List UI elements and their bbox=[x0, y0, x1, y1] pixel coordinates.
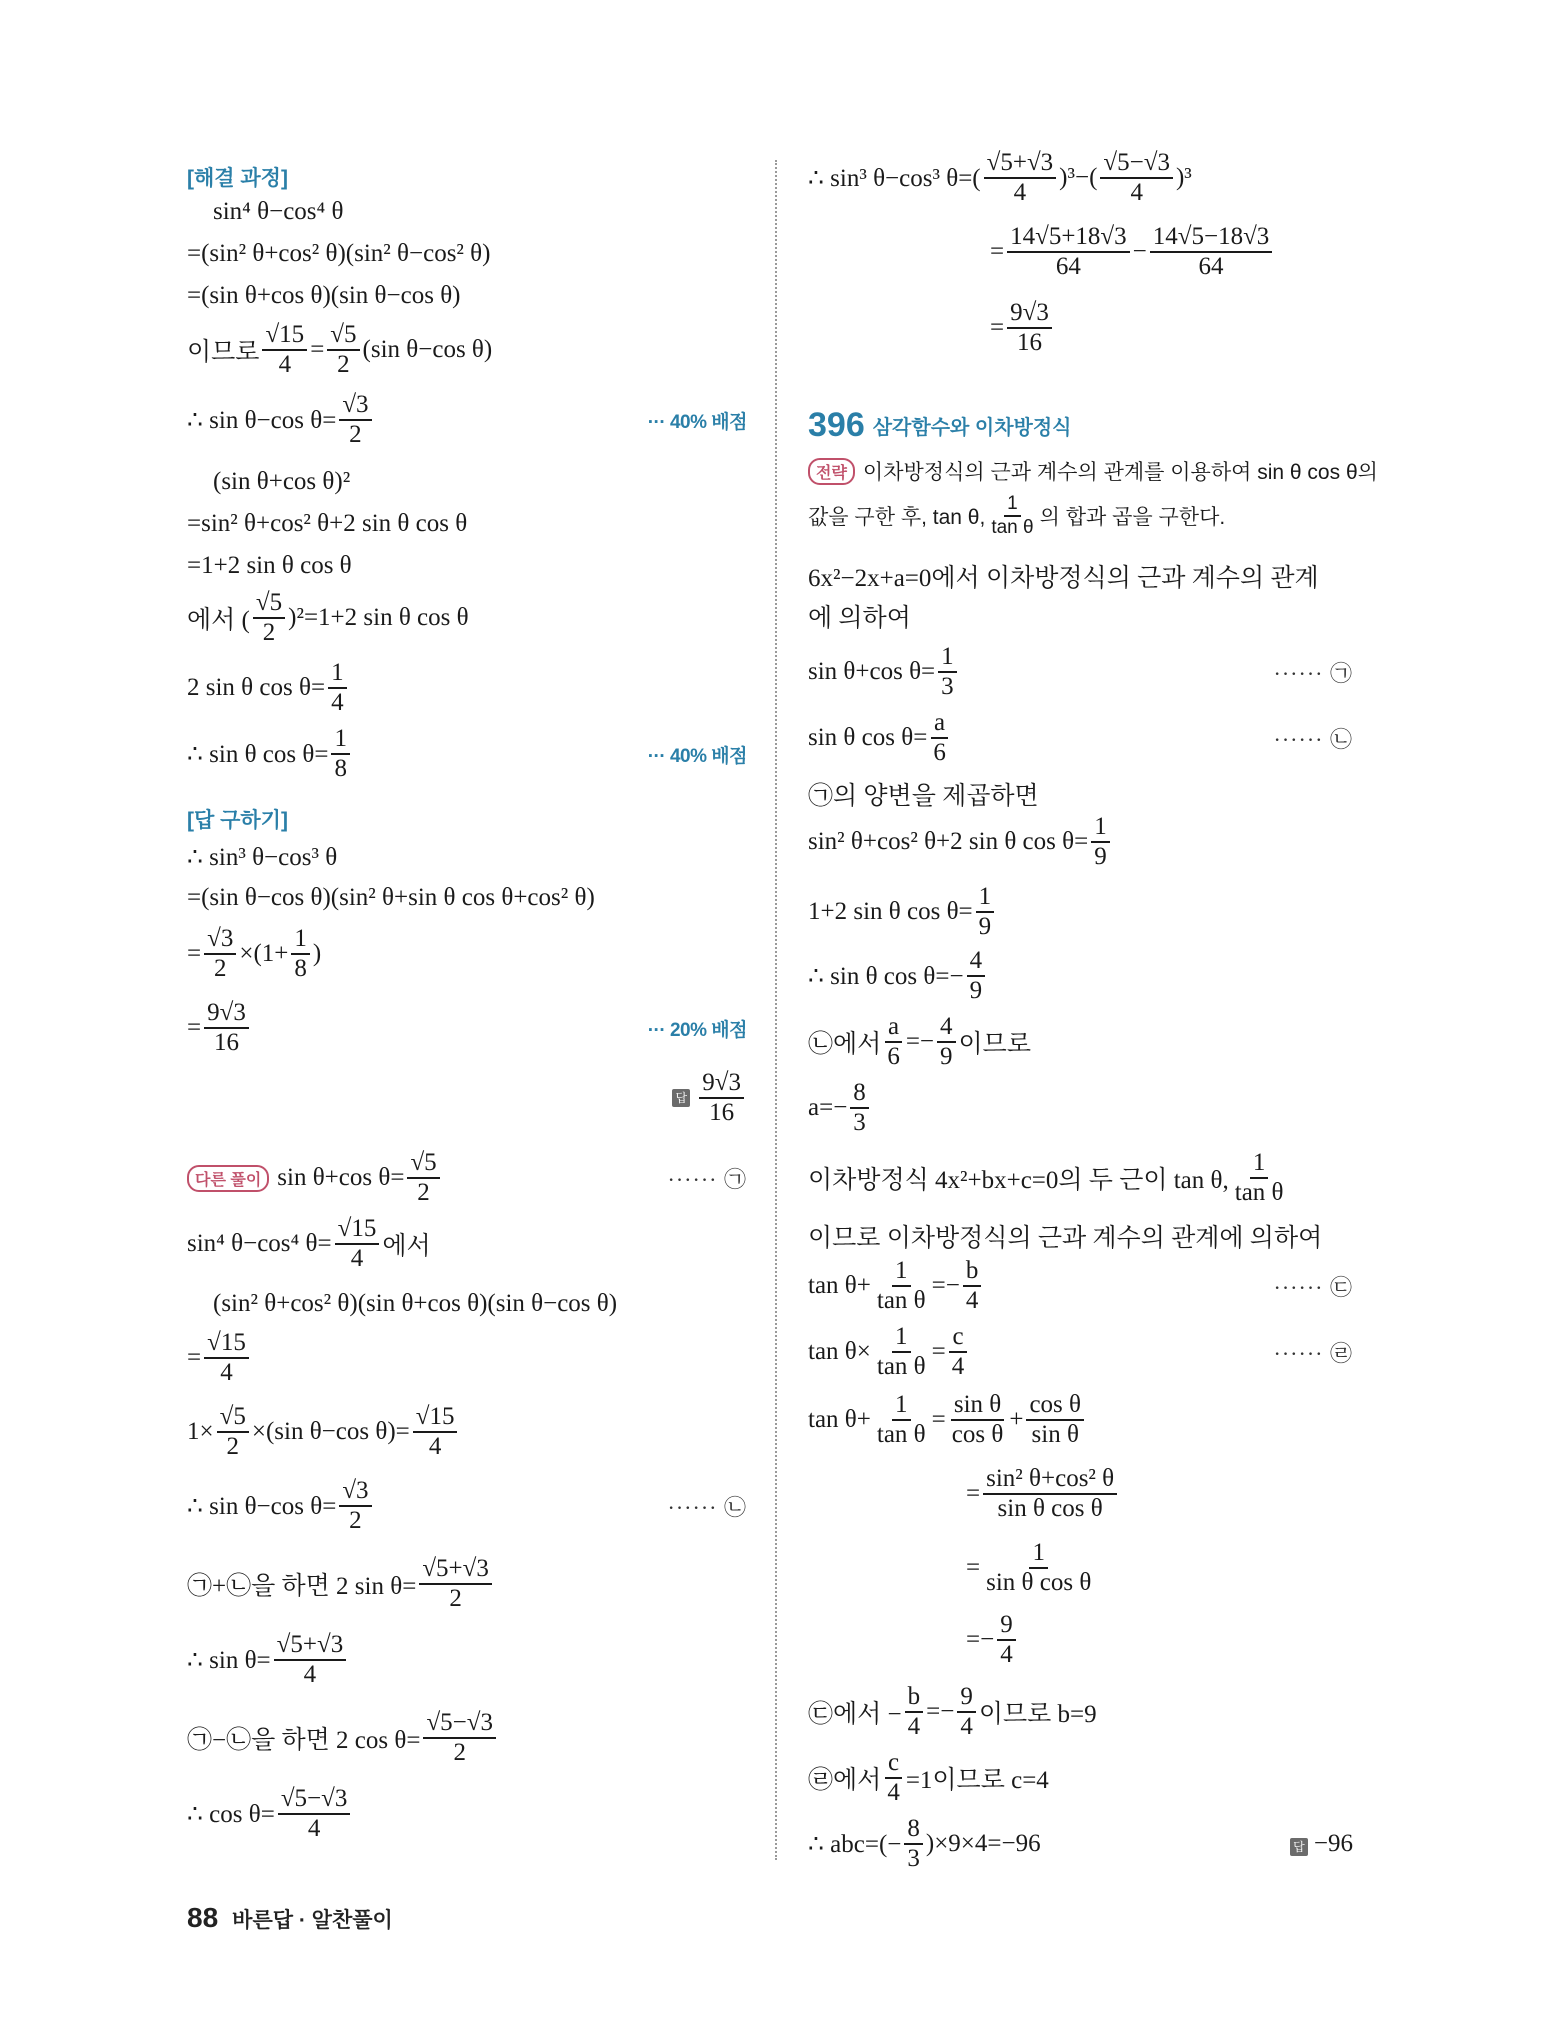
text-line: 6x²−2x+a=0에서 이차방정식의 근과 계수의 관계 bbox=[808, 565, 1319, 592]
fraction: $\frac{1}{3}$ bbox=[938, 644, 957, 701]
math-line: ∴ sin θ cos θ=− $\frac{4}{9}$ bbox=[808, 948, 988, 1005]
problem-header bbox=[808, 406, 1072, 445]
fraction: $\frac{√5-√3}{4}$ bbox=[278, 1786, 351, 1843]
math-line: sin θ+cos θ= $\frac{1}{3}$ ······ ㉠ bbox=[808, 643, 1353, 701]
equation-tag: ······ ㉡ bbox=[667, 1494, 747, 1520]
final-answer bbox=[187, 1070, 747, 1127]
math-line: sin⁴ θ−cos⁴ θ bbox=[213, 198, 344, 225]
math-line: ∴ sin θ= $\frac{√5+√3}{4}$ bbox=[187, 1632, 349, 1689]
fraction: $\frac{b}{4}$ bbox=[905, 1684, 924, 1741]
fraction: $\frac{14√5-18√3}{64}$ bbox=[1150, 224, 1273, 281]
equation-tag: ······ ㉡ bbox=[1273, 726, 1353, 752]
math-line: tan θ× $\frac{1}{\text{tan θ}}$ = $\frac{c}{4}$ ······ ㉣ bbox=[808, 1323, 1353, 1381]
strategy-line: 값을 구한 후, tan θ, $\frac{1}{\text{tan θ}}$ 의 합과 곱을 구한다. bbox=[808, 493, 1226, 538]
fraction: $\frac{1}{\text{sin θ cos θ}}$ bbox=[986, 1539, 1092, 1597]
score-weight: ··· 20% 배점 bbox=[647, 1019, 747, 1041]
math-line: =sin² θ+cos² θ+2 sin θ cos θ bbox=[187, 510, 468, 537]
page-footer bbox=[187, 1902, 393, 1934]
fraction: $\frac{9}{4}$ bbox=[957, 1684, 976, 1741]
math-line: ㉢에서 − $\frac{b}{4}$ =− $\frac{9}{4}$ 이므로 b=9 bbox=[808, 1683, 1097, 1741]
math-line: = $\frac{1}{\text{sin θ cos θ}}$ bbox=[966, 1540, 1097, 1597]
math-line: 1× $\frac{√5}{2}$ ×(sin θ−cos θ)= $\frac{√15}{4}$ bbox=[187, 1404, 460, 1461]
math-line: a=− $\frac{8}{3}$ bbox=[808, 1080, 872, 1137]
fraction: $\frac{c}{4}$ bbox=[884, 1750, 903, 1807]
math-line: sin θ cos θ= $\frac{a}{6}$ ······ ㉡ bbox=[808, 709, 1353, 767]
fraction: $\frac{√5-√3}{4}$ bbox=[1100, 150, 1173, 207]
math-line: 이므로 $\frac{√15}{4}$ = $\frac{√5}{2}$ (sin θ−cos θ) bbox=[187, 321, 493, 379]
fraction: $\frac{8}{3}$ bbox=[850, 1080, 869, 1137]
strategy-line: 전략 이차방정식의 근과 계수의 관계를 이용하여 sin θ cos θ의 bbox=[808, 456, 1378, 486]
answer-badge: 답 bbox=[1290, 1838, 1308, 1856]
math-line: ∴ abc=(− $\frac{8}{3}$ )×9×4=−96 답 −96 bbox=[808, 1815, 1353, 1873]
score-weight: ··· 40% 배점 bbox=[647, 745, 747, 767]
fraction: $\frac{1}{8}$ bbox=[291, 926, 310, 983]
fraction: $\frac{4}{9}$ bbox=[967, 948, 986, 1005]
fraction: $\frac{14√5+18√3}{64}$ bbox=[1007, 224, 1130, 281]
math-line: ∴ sin θ−cos θ= $\frac{√3}{2}$ ··· 40% 배점 bbox=[187, 391, 747, 449]
fraction: $\frac{b}{4}$ bbox=[963, 1258, 982, 1315]
math-line: =(sin θ−cos θ)(sin² θ+sin θ cos θ+cos² θ) bbox=[187, 884, 595, 911]
score-weight: ··· 40% 배점 bbox=[647, 411, 747, 433]
math-line: = $\frac{9√3}{16}$ ··· 20% 배점 bbox=[187, 999, 747, 1057]
math-line: ∴ cos θ= $\frac{√5-√3}{4}$ bbox=[187, 1786, 353, 1843]
text-line: 이므로 이차방정식의 근과 계수의 관계에 의하여 bbox=[808, 1225, 1323, 1252]
fraction: $\frac{9}{4}$ bbox=[997, 1612, 1016, 1669]
fraction: $\frac{√15}{4}$ bbox=[204, 1330, 249, 1387]
fraction: $\frac{8}{3}$ bbox=[904, 1816, 923, 1873]
fraction: $\frac{√15}{4}$ bbox=[262, 322, 307, 379]
problem-number: 396 bbox=[808, 406, 865, 444]
math-line: =− $\frac{9}{4}$ bbox=[966, 1612, 1019, 1669]
fraction: $\frac{1}{9}$ bbox=[1091, 814, 1110, 871]
fraction: $\frac{\text{cos θ}}{\text{sin θ}}$ bbox=[1026, 1392, 1084, 1449]
fraction: $\frac{√5+√3}{4}$ bbox=[274, 1632, 347, 1689]
fraction: $\frac{9√3}{16}$ bbox=[1007, 300, 1052, 357]
math-line: sin⁴ θ−cos⁴ θ= $\frac{√15}{4}$ 에서 bbox=[187, 1215, 431, 1273]
alt-solution-line: 다른 풀이 sin θ+cos θ= $\frac{√5}{2}$ ······ ㉠ bbox=[187, 1150, 747, 1207]
math-line: = $\frac{9√3}{16}$ bbox=[990, 300, 1055, 357]
math-line: ∴ sin θ−cos θ= $\frac{√3}{2}$ ······ ㉡ bbox=[187, 1477, 747, 1535]
fraction: $\frac{√15}{4}$ bbox=[335, 1216, 380, 1273]
fraction: $\frac{1}{9}$ bbox=[976, 884, 995, 941]
fraction: $\frac{1}{\text{tan θ}}$ bbox=[876, 1391, 926, 1449]
math-line: 이차방정식 4x²+bx+c=0의 두 근이 tan θ, $\frac{1}{\text{tan θ}}$ bbox=[808, 1150, 1290, 1207]
fraction: $\frac{√5+√3}{4}$ bbox=[984, 150, 1057, 207]
fraction: $\frac{1}{\text{tan θ}}$ bbox=[1234, 1149, 1284, 1207]
fraction: $\frac{c}{4}$ bbox=[949, 1324, 968, 1381]
math-line: ∴ sin θ cos θ= $\frac{1}{8}$ ··· 40% 배점 bbox=[187, 725, 747, 783]
strategy-label: 전략 bbox=[808, 458, 855, 485]
text-line: ㉠의 양변을 제곱하면 bbox=[808, 783, 1039, 810]
math-line: =(sin² θ+cos² θ)(sin² θ−cos² θ) bbox=[187, 240, 491, 267]
fraction: $\frac{1}{8}$ bbox=[331, 726, 350, 783]
fraction: $\frac{a}{6}$ bbox=[930, 710, 949, 767]
final-answer: 답 −96 bbox=[1290, 1830, 1353, 1858]
math-line: tan θ+ $\frac{1}{\text{tan θ}}$ = $\frac{\text{sin θ}}{\text{cos θ}}$ + $\frac{\text{cos θ}}{\text{sin θ}}$ bbox=[808, 1392, 1087, 1449]
alt-solution-label: 다른 풀이 bbox=[187, 1165, 269, 1192]
equation-tag: ······ ㉠ bbox=[1273, 660, 1353, 686]
math-line: = $\frac{\text{sin² θ+cos² θ}}{\text{sin θ cos θ}}$ bbox=[966, 1466, 1120, 1523]
math-line: (sin θ+cos θ)² bbox=[213, 468, 351, 495]
fraction: $\frac{1}{\text{tan θ}}$ bbox=[876, 1323, 926, 1381]
fraction: $\frac{1}{\text{tan θ}}$ bbox=[876, 1257, 926, 1315]
math-line: 에서 ( $\frac{√5}{2}$ )²=1+2 sin θ cos θ bbox=[187, 589, 469, 647]
fraction: $\frac{√5}{2}$ bbox=[327, 322, 359, 379]
page-number: 88 bbox=[187, 1902, 219, 1933]
math-line: 2 sin θ cos θ= $\frac{1}{4}$ bbox=[187, 660, 350, 717]
fraction: $\frac{√3}{2}$ bbox=[339, 1478, 371, 1535]
math-line: tan θ+ $\frac{1}{\text{tan θ}}$ =− $\frac{b}{4}$ ······ ㉢ bbox=[808, 1257, 1353, 1315]
math-line: ㉡에서 $\frac{a}{6}$ =− $\frac{4}{9}$ 이므로 bbox=[808, 1013, 1031, 1071]
fraction: $\frac{√5+√3}{2}$ bbox=[419, 1556, 492, 1613]
math-line: ㉣에서 $\frac{c}{4}$ =1이므로 c=4 bbox=[808, 1749, 1049, 1807]
math-line: =1+2 sin θ cos θ bbox=[187, 552, 352, 579]
fraction: $\frac{√3}{2}$ bbox=[204, 926, 236, 983]
math-line: = $\frac{√15}{4}$ bbox=[187, 1330, 252, 1387]
fraction: $\frac{\text{sin θ}}{\text{cos θ}}$ bbox=[951, 1391, 1004, 1449]
section-heading-answer: [답 구하기] bbox=[187, 809, 288, 832]
fraction: $\frac{√5}{2}$ bbox=[253, 590, 285, 647]
math-line: ㉠+㉡을 하면 2 sin θ= $\frac{√5+√3}{2}$ bbox=[187, 1556, 495, 1613]
math-line: 1+2 sin θ cos θ= $\frac{1}{9}$ bbox=[808, 884, 997, 941]
fraction: $\frac{9√3}{16}$ bbox=[699, 1070, 744, 1127]
column-divider bbox=[775, 160, 777, 1860]
math-line: ∴ sin³ θ−cos³ θ bbox=[187, 844, 338, 871]
math-line: = $\frac{√3}{2}$ ×(1+ $\frac{1}{8}$ ) bbox=[187, 925, 322, 983]
math-line: ㉠−㉡을 하면 2 cos θ= $\frac{√5-√3}{2}$ bbox=[187, 1710, 499, 1767]
fraction: $\frac{\text{sin² θ+cos² θ}}{\text{sin θ cos θ}}$ bbox=[983, 1466, 1117, 1523]
equation-tag: ······ ㉢ bbox=[1273, 1274, 1353, 1300]
equation-tag: ······ ㉣ bbox=[1273, 1340, 1353, 1366]
fraction: $\frac{a}{6}$ bbox=[884, 1014, 903, 1071]
fraction: $\frac{1}{4}$ bbox=[328, 660, 347, 717]
math-line: sin² θ+cos² θ+2 sin θ cos θ= $\frac{1}{9}$ bbox=[808, 814, 1113, 871]
fraction: $\frac{√3}{2}$ bbox=[339, 392, 371, 449]
math-line: ∴ sin³ θ−cos³ θ=( $\frac{√5+√3}{4}$ )³−( $\frac{√5-√3}{4}$ )³ bbox=[808, 149, 1192, 207]
math-line: = $\frac{14√5+18√3}{64}$ − $\frac{14√5-18√3}{64}$ bbox=[990, 224, 1275, 281]
book-title: 바른답 · 알찬풀이 bbox=[232, 1909, 393, 1932]
problem-title: 삼각함수와 이차방정식 bbox=[872, 417, 1072, 439]
fraction: $\frac{4}{9}$ bbox=[937, 1014, 956, 1071]
math-line: =(sin θ+cos θ)(sin θ−cos θ) bbox=[187, 282, 461, 309]
fraction: $\frac{√5}{2}$ bbox=[217, 1404, 249, 1461]
text-line: 에 의하여 bbox=[808, 605, 911, 632]
math-line: (sin² θ+cos² θ)(sin θ+cos θ)(sin θ−cos θ) bbox=[213, 1290, 618, 1317]
equation-tag: ······ ㉠ bbox=[667, 1166, 747, 1192]
fraction: $\frac{√5}{2}$ bbox=[407, 1150, 439, 1207]
fraction: $\frac{9√3}{16}$ bbox=[204, 1000, 249, 1057]
section-heading-process: [해결 과정] bbox=[187, 167, 288, 190]
fraction: $\frac{√5-√3}{2}$ bbox=[423, 1710, 496, 1767]
fraction: $\frac{1}{\text{tan θ}}$ bbox=[991, 493, 1034, 538]
fraction: $\frac{√15}{4}$ bbox=[413, 1404, 458, 1461]
answer-badge: 답 bbox=[672, 1089, 690, 1107]
